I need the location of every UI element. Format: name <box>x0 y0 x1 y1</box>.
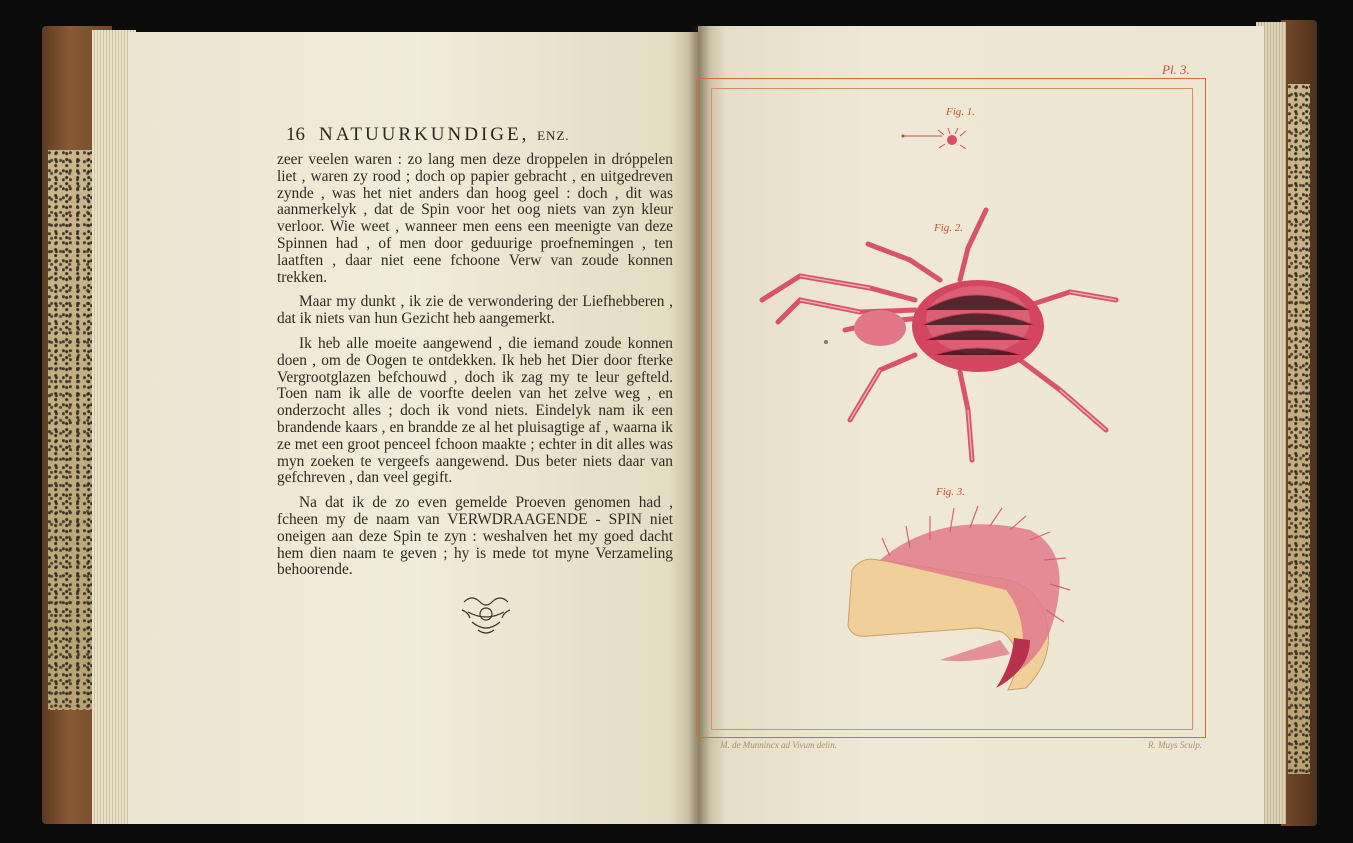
plate-credit-left: M. de Munnincx ad Vivum delin. <box>720 740 838 750</box>
right-marbled-paper <box>1288 84 1310 774</box>
fig-2-label: Fig. 2. <box>934 222 964 234</box>
paragraph-4: Na dat ik de zo even gemelde Proeven genomen had , fcheen my de naam van VERWDRAAGENDE - SPIN niet oneigen aan deze Spin te zyn : weshalven het my goed dacht hem dien naam te geven ; hy is mede tot myne Verzameling behoorende. <box>277 494 673 579</box>
page-number: 16 <box>286 124 305 145</box>
ornament-icon <box>458 592 514 638</box>
running-head-title: NATUURKUNDIGE, <box>319 124 530 145</box>
paragraph-3: Ik heb alle moeite aangewend , die iemand zoude konnen doen , om de Oogen te ontdekken. Ik heb het Dier door fterke Vergrootglazen befchouwd , doch ik zag my te leur gefteld. Toen nam ik alle de voorfte deelen van het zelve weg , en onderzocht alles ; doch ik vond niets. Eindelyk nam ik een brandende kaars , en brandde ze al het pluisagtige af , waarna ik ze met een groot penceel fchoon maakte ; echter in dit alles was myn zoeken te vergeefs aangewend. Dus beter niets daar van gefchreven , dan veel gegift. <box>277 334 673 487</box>
running-head <box>286 124 570 146</box>
fig-3-label: Fig. 3. <box>936 486 966 498</box>
body-text <box>277 152 673 587</box>
left-marbled-paper <box>48 150 96 710</box>
plate-credit-right: R. Muys Sculp. <box>1148 740 1202 750</box>
plate-number: Pl. 3. <box>1162 62 1190 77</box>
plate-inner-border <box>711 88 1193 730</box>
fig-1-label: Fig. 1. <box>946 106 976 118</box>
running-head-suffix: ENZ. <box>537 128 570 143</box>
paragraph-1: zeer veelen waren : zo lang men deze droppelen in dróppelen liet , waren zy rood ; doch op papier gebracht , en uitgedreven zynde , was het niet anders dan hoog geel : doch , dit was aanmerkelyk , dat de Spin voor het oog niets van zyn kleur verloor. Wie weet , wanneer men eens een meenigte van deze Spinnen had , of men door geduurige proefnemingen , ten laatften , daar niet eene fchoone Verw van zoude konnen trekken. <box>277 151 673 286</box>
paragraph-2: Maar my dunkt , ik zie de verwondering der Liefhebberen , dat ik niets van hun Gezicht heb aangemerkt. <box>277 293 673 328</box>
